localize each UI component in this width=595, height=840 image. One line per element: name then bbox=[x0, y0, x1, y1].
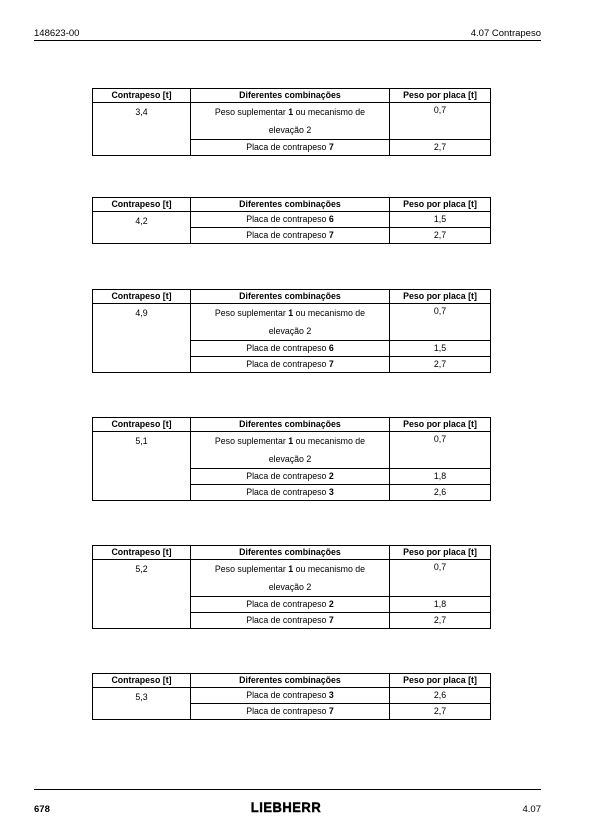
plate-number: 1 bbox=[288, 564, 294, 574]
table-header-row bbox=[93, 290, 491, 304]
table-row bbox=[93, 688, 491, 704]
counterweight-table bbox=[92, 545, 491, 629]
header-weight-per-plate: Peso por placa [t] bbox=[390, 89, 491, 103]
combination-text: Placa de contrapeso bbox=[246, 599, 329, 609]
counterweight-table bbox=[92, 417, 491, 501]
combination-text-line2: elevação 2 bbox=[268, 582, 312, 592]
counterweight-value: 5,3 bbox=[93, 688, 191, 720]
combination-cell bbox=[191, 228, 390, 244]
header-combinations: Diferentes combinações bbox=[191, 89, 390, 103]
counterweight-value: 4,9 bbox=[93, 304, 191, 373]
combination-text: Placa de contrapeso bbox=[246, 343, 329, 353]
combination-cell bbox=[191, 469, 390, 485]
plate-number: 7 bbox=[328, 615, 334, 625]
weight-per-plate: 2,7 bbox=[390, 613, 491, 629]
plate-number: 2 bbox=[328, 471, 334, 481]
combination-text: Placa de contrapeso bbox=[246, 359, 329, 369]
combination-cell bbox=[191, 357, 390, 373]
combination-cell bbox=[191, 485, 390, 501]
header-weight-per-plate: Peso por placa [t] bbox=[390, 418, 491, 432]
counterweight-value: 5,1 bbox=[93, 432, 191, 501]
combination-text: Placa de contrapeso bbox=[246, 214, 329, 224]
combination-text: Placa de contrapeso bbox=[246, 690, 329, 700]
page-number: 678 bbox=[34, 804, 50, 815]
combination-text-suffix: ou mecanismo de bbox=[293, 308, 366, 318]
liebherr-logo: LIEBHERR bbox=[250, 799, 322, 816]
table-row bbox=[93, 212, 491, 228]
table-row bbox=[93, 304, 491, 341]
table-row bbox=[93, 103, 491, 140]
weight-per-plate: 2,6 bbox=[390, 688, 491, 704]
combination-text-line2: elevação 2 bbox=[268, 454, 312, 464]
combination-text: Placa de contrapeso bbox=[246, 706, 329, 716]
combination-text: Placa de contrapeso bbox=[246, 471, 329, 481]
combination-cell bbox=[191, 432, 390, 469]
combination-text: Placa de contrapeso bbox=[246, 230, 329, 240]
header-combinations: Diferentes combinações bbox=[191, 674, 390, 688]
section-title: 4.07 Contrapeso bbox=[470, 28, 541, 39]
weight-per-plate: 2,7 bbox=[390, 228, 491, 244]
weight-per-plate: 0,7 bbox=[390, 103, 491, 140]
table-header-row bbox=[93, 89, 491, 103]
combination-cell bbox=[191, 704, 390, 720]
counterweight-table bbox=[92, 88, 491, 156]
combination-text-suffix: ou mecanismo de bbox=[293, 107, 366, 117]
header-counterweight: Contrapeso [t] bbox=[93, 674, 191, 688]
header-divider bbox=[34, 40, 541, 41]
combination-cell bbox=[191, 212, 390, 228]
plate-number: 7 bbox=[328, 230, 334, 240]
header-weight-per-plate: Peso por placa [t] bbox=[390, 546, 491, 560]
table-header-row bbox=[93, 546, 491, 560]
plate-number: 7 bbox=[328, 142, 334, 152]
document-number: 148623-00 bbox=[34, 28, 80, 39]
table-header-row bbox=[93, 674, 491, 688]
combination-cell bbox=[191, 140, 390, 156]
weight-per-plate: 1,8 bbox=[390, 597, 491, 613]
weight-per-plate: 0,7 bbox=[390, 432, 491, 469]
table-row bbox=[93, 560, 491, 597]
header-counterweight: Contrapeso [t] bbox=[93, 89, 191, 103]
combination-cell bbox=[191, 597, 390, 613]
weight-per-plate: 2,6 bbox=[390, 485, 491, 501]
combination-text: Peso suplementar bbox=[214, 107, 289, 117]
combination-text-line2: elevação 2 bbox=[268, 326, 312, 336]
combination-cell bbox=[191, 341, 390, 357]
weight-per-plate: 1,5 bbox=[390, 341, 491, 357]
plate-number: 7 bbox=[328, 359, 334, 369]
plate-number: 1 bbox=[288, 436, 294, 446]
table-row bbox=[93, 432, 491, 469]
plate-number: 1 bbox=[288, 308, 294, 318]
combination-cell bbox=[191, 304, 390, 341]
combination-cell bbox=[191, 103, 390, 140]
plate-number: 6 bbox=[328, 343, 334, 353]
counterweight-value: 3,4 bbox=[93, 103, 191, 156]
weight-per-plate: 0,7 bbox=[390, 560, 491, 597]
counterweight-table bbox=[92, 289, 491, 373]
plate-number: 2 bbox=[328, 599, 334, 609]
plate-number: 3 bbox=[328, 487, 334, 497]
header-counterweight: Contrapeso [t] bbox=[93, 546, 191, 560]
counterweight-value: 5,2 bbox=[93, 560, 191, 629]
plate-number: 7 bbox=[328, 706, 334, 716]
combination-text: Placa de contrapeso bbox=[246, 142, 329, 152]
combination-text-line2: elevação 2 bbox=[268, 125, 312, 135]
header-combinations: Diferentes combinações bbox=[191, 546, 390, 560]
weight-per-plate: 2,7 bbox=[390, 704, 491, 720]
weight-per-plate: 0,7 bbox=[390, 304, 491, 341]
weight-per-plate: 2,7 bbox=[390, 357, 491, 373]
combination-cell bbox=[191, 560, 390, 597]
plate-number: 3 bbox=[328, 690, 334, 700]
header-counterweight: Contrapeso [t] bbox=[93, 290, 191, 304]
header-combinations: Diferentes combinações bbox=[191, 198, 390, 212]
combination-text: Placa de contrapeso bbox=[246, 615, 329, 625]
combination-text: Peso suplementar bbox=[214, 308, 289, 318]
header-weight-per-plate: Peso por placa [t] bbox=[390, 674, 491, 688]
counterweight-table bbox=[92, 673, 491, 720]
counterweight-table bbox=[92, 197, 491, 244]
header-combinations: Diferentes combinações bbox=[191, 290, 390, 304]
combination-text: Peso suplementar bbox=[214, 564, 289, 574]
header-combinations: Diferentes combinações bbox=[191, 418, 390, 432]
header-counterweight: Contrapeso [t] bbox=[93, 198, 191, 212]
plate-number: 1 bbox=[288, 107, 294, 117]
combination-text: Peso suplementar bbox=[214, 436, 289, 446]
combination-cell bbox=[191, 613, 390, 629]
combination-text: Placa de contrapeso bbox=[246, 487, 329, 497]
weight-per-plate: 1,5 bbox=[390, 212, 491, 228]
combination-cell bbox=[191, 688, 390, 704]
weight-per-plate: 2,7 bbox=[390, 140, 491, 156]
counterweight-value: 4,2 bbox=[93, 212, 191, 244]
table-header-row bbox=[93, 418, 491, 432]
plate-number: 6 bbox=[328, 214, 334, 224]
header-weight-per-plate: Peso por placa [t] bbox=[390, 198, 491, 212]
footer-divider bbox=[34, 789, 541, 790]
weight-per-plate: 1,8 bbox=[390, 469, 491, 485]
header-weight-per-plate: Peso por placa [t] bbox=[390, 290, 491, 304]
table-header-row bbox=[93, 198, 491, 212]
combination-text-suffix: ou mecanismo de bbox=[293, 436, 366, 446]
header-counterweight: Contrapeso [t] bbox=[93, 418, 191, 432]
footer-section: 4.07 bbox=[522, 804, 541, 815]
combination-text-suffix: ou mecanismo de bbox=[293, 564, 366, 574]
